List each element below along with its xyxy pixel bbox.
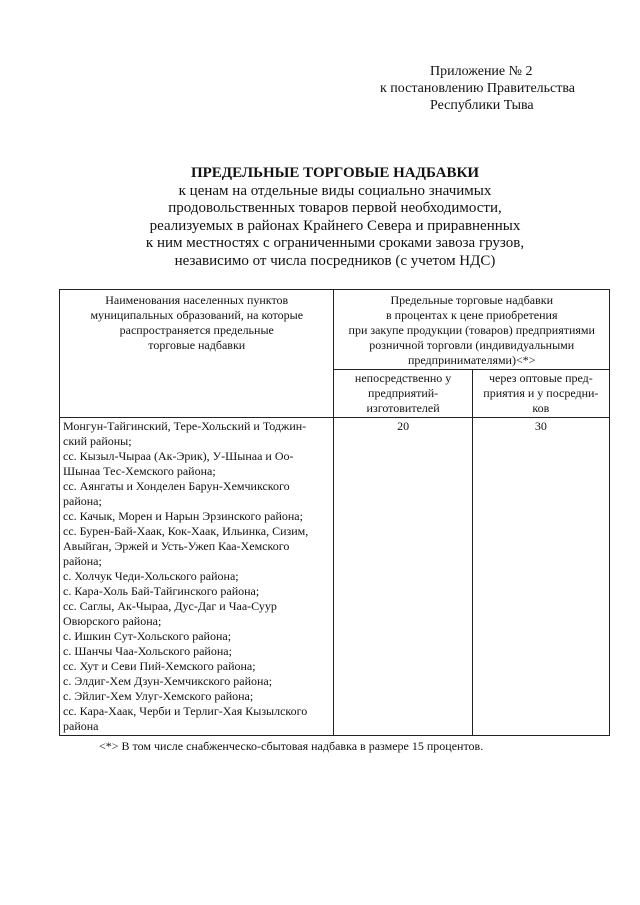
list-item: ский районы; (63, 434, 132, 448)
list-item: сс. Кызыл-Чыраа (Ак-Эрик), У-Шынаа и Оо- (63, 449, 294, 463)
appendix-decree: к постановлению Правительства (380, 81, 576, 96)
list-item: Монгун-Тайгинский, Тере-Хольский и Тоджин- (63, 419, 307, 433)
appendix-republic: Республики Тыва (430, 98, 534, 113)
list-item: района (63, 719, 99, 733)
page-title: ПРЕДЕЛЬНЫЕ ТОРГОВЫЕ НАДБАВКИ (190, 165, 480, 181)
subtitle-line: к ценам на отдельные виды социально значимых (178, 182, 492, 199)
subtitle-line: реализуемых в районах Крайнего Севера и приравненных (149, 217, 521, 234)
footnote: <*> В том числе снабженческо-сбытовая надбавка в размере 15 процентов. (99, 739, 484, 753)
list-item: с. Холчук Чеди-Хольского района; (63, 569, 239, 583)
list-item: района; (63, 554, 102, 568)
value-wholesale: 30 (472, 418, 609, 736)
subtitle-line: продовольственных товаров первой необходимости, (168, 200, 502, 216)
list-item: сс. Кара-Хаак, Черби и Терлиг-Хая Кызылского (63, 704, 308, 718)
list-item: Шынаа Тес-Хемского района; (63, 464, 216, 478)
list-item: с. Ишкин Сут-Хольского района; (63, 629, 232, 643)
header-markups: Предельные торговые надбавки в процентах к цене приобретения при закупе продукции (товаров) предприятиями розничной торговли (индивидуальными предпринимателями)<*> (334, 290, 610, 370)
document-title (60, 165, 610, 270)
markup-table (59, 289, 610, 736)
localities-list (60, 418, 334, 736)
header-direct-manufacturers: непосредственно у предприятий- изготовителей (334, 370, 472, 418)
list-item: сс. Хут и Севи Пий-Хемского района; (63, 659, 256, 673)
list-item: сс. Бурен-Бай-Хаак, Кок-Хаак, Ильинка, Сизим, (63, 524, 309, 538)
list-item: сс. Аянгаты и Хонделен Барун-Хемчикского (63, 479, 290, 493)
list-item: с. Шанчы Чаа-Хольского района; (63, 644, 232, 658)
header-wholesale-intermediaries: через оптовые пред- приятия и у посредни- ков (472, 370, 609, 418)
header-localities: Наименования населенных пунктов муниципальных образований, на которые распространяется предельные торговые надбавки (60, 290, 334, 418)
subtitle-line: независимо от числа посредников (с учетом НДС) (174, 252, 496, 269)
list-item: района; (63, 494, 102, 508)
appendix-number: Приложение № 2 (430, 64, 533, 79)
subtitle-line: к ним местностях с ограниченными сроками завоза грузов, (145, 235, 525, 251)
list-item: сс. Качык, Морен и Нарын Эрзинского района; (63, 509, 303, 523)
appendix-header (370, 63, 610, 114)
list-item: с. Эйлиг-Хем Улуг-Хемского района; (63, 689, 254, 703)
list-item: Овюрского района; (63, 614, 162, 628)
list-item: с. Элдиг-Хем Дзун-Хемчикского района; (63, 674, 273, 688)
list-item: Авыйган, Эржей и Усть-Ужеп Каа-Хемского (63, 539, 290, 553)
list-item: с. Кара-Холь Бай-Тайгинского района; (63, 584, 260, 598)
value-direct: 20 (334, 418, 472, 736)
list-item: сс. Саглы, Ак-Чыраа, Дус-Даг и Чаа-Суур (63, 599, 277, 613)
